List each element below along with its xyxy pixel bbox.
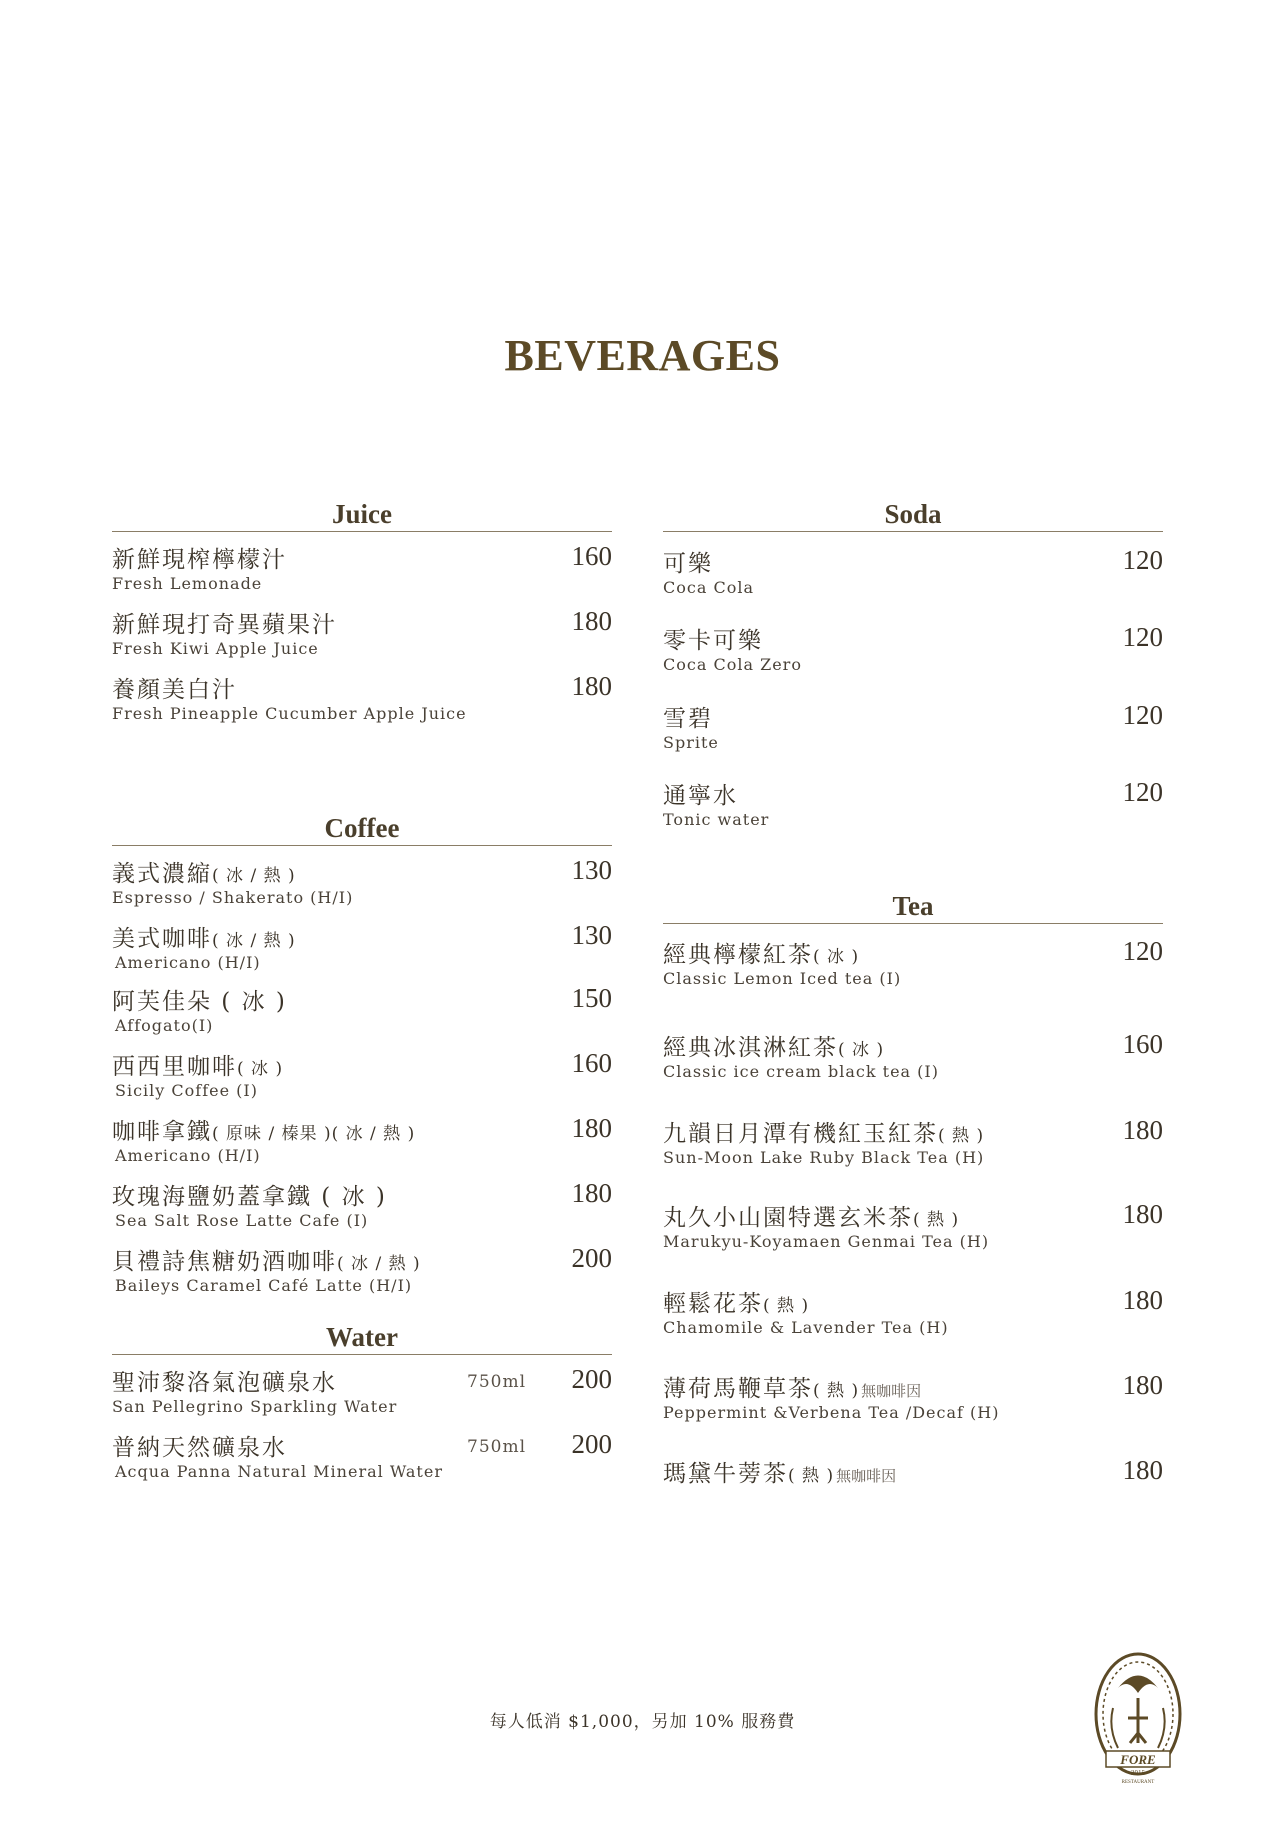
section-coffee bbox=[112, 811, 612, 1295]
menu-item bbox=[663, 545, 1163, 605]
menu-item bbox=[663, 1199, 1163, 1259]
footer-note: 每人低消 $1,000，另加 10% 服務費 bbox=[489, 1712, 796, 1732]
menu-item bbox=[663, 622, 1163, 682]
item-zh-note: ( 熱 ) bbox=[913, 1210, 960, 1230]
item-name-zh bbox=[663, 1029, 884, 1062]
menu-item bbox=[112, 1429, 612, 1489]
section-title-juice: Juice bbox=[112, 497, 612, 532]
item-name-en: Classic Lemon Iced tea (I) bbox=[663, 969, 902, 988]
item-price: 200 bbox=[571, 1243, 612, 1273]
item-price: 160 bbox=[1122, 1029, 1163, 1059]
item-zh-text: 丸久小山園特選玄米茶 bbox=[663, 1205, 913, 1231]
logo-emblem-icon bbox=[1088, 1648, 1188, 1788]
menu-item bbox=[663, 700, 1163, 760]
item-zh-note: ( 熱 ) bbox=[763, 1296, 810, 1316]
item-price: 180 bbox=[1122, 1115, 1163, 1145]
item-name-en: Americano (H/I) bbox=[115, 1146, 261, 1165]
item-name-en: Classic ice cream black tea (I) bbox=[663, 1062, 939, 1081]
item-name-en: Peppermint &Verbena Tea /Decaf (H) bbox=[663, 1403, 1000, 1422]
item-price: 130 bbox=[571, 920, 612, 950]
item-name-zh: 普納天然礦泉水 bbox=[112, 1435, 287, 1461]
item-volume: 750ml bbox=[467, 1372, 527, 1392]
menu-item bbox=[663, 936, 1163, 996]
item-zh-text: 貝禮詩焦糖奶酒咖啡 bbox=[112, 1249, 337, 1275]
item-price: 180 bbox=[571, 606, 612, 636]
item-name-zh: 通寧水 bbox=[663, 783, 738, 809]
item-zh-text: 咖啡拿鐵 bbox=[112, 1119, 212, 1145]
item-name-zh bbox=[663, 1455, 896, 1488]
menu-item bbox=[112, 1113, 612, 1173]
item-price: 180 bbox=[1122, 1285, 1163, 1315]
item-zh-note: ( 熱 ) bbox=[938, 1126, 985, 1146]
item-zh-text: 瑪黛牛蒡茶 bbox=[663, 1461, 788, 1487]
item-name-en: Americano (H/I) bbox=[115, 953, 261, 972]
menu-item bbox=[663, 777, 1163, 837]
menu-item bbox=[663, 1370, 1163, 1430]
section-soda bbox=[663, 497, 1163, 829]
item-name-zh: 可樂 bbox=[663, 551, 713, 577]
item-zh-text: 經典檸檬紅茶 bbox=[663, 942, 813, 968]
restaurant-logo bbox=[1088, 1648, 1188, 1788]
item-name-zh bbox=[112, 920, 296, 953]
item-zh-text: 義式濃縮 bbox=[112, 861, 212, 887]
section-water bbox=[112, 1320, 612, 1481]
menu-item bbox=[112, 541, 612, 601]
item-name-en: Coca Cola bbox=[663, 578, 754, 597]
item-price: 180 bbox=[1122, 1455, 1163, 1485]
menu-item bbox=[112, 983, 612, 1043]
item-name-en: Acqua Panna Natural Mineral Water bbox=[115, 1462, 443, 1481]
menu-item bbox=[663, 1115, 1163, 1175]
item-price: 200 bbox=[571, 1429, 612, 1459]
section-title-water: Water bbox=[112, 1320, 612, 1355]
item-name-en: Fresh Pineapple Cucumber Apple Juice bbox=[112, 704, 467, 723]
item-price: 180 bbox=[571, 1178, 612, 1208]
item-name-en: Sprite bbox=[663, 733, 719, 752]
item-zh-text: 薄荷馬鞭草茶 bbox=[663, 1376, 813, 1402]
menu-item bbox=[112, 1243, 612, 1303]
item-name-zh: 新鮮現打奇異蘋果汁 bbox=[112, 612, 337, 638]
item-name-zh: 養顏美白汁 bbox=[112, 677, 237, 703]
item-name-en: Sea Salt Rose Latte Cafe (I) bbox=[115, 1211, 369, 1230]
item-price: 120 bbox=[1122, 936, 1163, 966]
menu-item bbox=[112, 920, 612, 980]
item-name-en: Baileys Caramel Café Latte (H/I) bbox=[115, 1276, 413, 1295]
section-juice bbox=[112, 497, 612, 723]
item-name-en: Tonic water bbox=[663, 810, 770, 829]
item-zh-text: 西西里咖啡 bbox=[112, 1054, 237, 1080]
item-name-zh: 聖沛黎洛氣泡礦泉水 bbox=[112, 1370, 337, 1396]
item-name-en: Fresh Kiwi Apple Juice bbox=[112, 639, 319, 658]
item-zh-note: ( 熱 ) bbox=[813, 1381, 860, 1401]
item-price: 180 bbox=[1122, 1370, 1163, 1400]
item-name-en: Sicily Coffee (I) bbox=[115, 1081, 258, 1100]
item-price: 180 bbox=[1122, 1199, 1163, 1229]
item-name-en: Coca Cola Zero bbox=[663, 655, 802, 674]
menu-item bbox=[112, 1048, 612, 1108]
item-name-zh bbox=[112, 855, 296, 888]
section-tea bbox=[663, 889, 1163, 1487]
item-name-zh bbox=[663, 1285, 809, 1318]
item-price: 120 bbox=[1122, 622, 1163, 652]
item-name-en: Chamomile & Lavender Tea (H) bbox=[663, 1318, 949, 1337]
item-zh-note: ( 原味 / 榛果 )( 冰 / 熱 ) bbox=[212, 1124, 416, 1144]
item-price: 120 bbox=[1122, 700, 1163, 730]
section-title-soda: Soda bbox=[663, 497, 1163, 532]
menu-item bbox=[112, 1364, 612, 1424]
item-name-zh bbox=[663, 1115, 984, 1148]
item-name-en: Marukyu-Koyamaen Genmai Tea (H) bbox=[663, 1232, 990, 1251]
item-zh-note: ( 冰 ) bbox=[813, 947, 860, 967]
item-zh-note: ( 冰 / 熱 ) bbox=[212, 866, 296, 886]
menu-item bbox=[112, 671, 612, 731]
item-name-en: Sun-Moon Lake Ruby Black Tea (H) bbox=[663, 1148, 985, 1167]
item-zh-note: ( 冰 / 熱 ) bbox=[212, 931, 296, 951]
item-name-zh: 阿芙佳朵 ( 冰 ) bbox=[112, 989, 287, 1015]
item-name-zh bbox=[663, 1199, 959, 1232]
section-title-tea: Tea bbox=[663, 889, 1163, 924]
item-name-zh bbox=[112, 1243, 421, 1276]
item-name-zh: 雪碧 bbox=[663, 706, 713, 732]
item-zh-extra: 無咖啡因 bbox=[861, 1382, 922, 1400]
menu-item bbox=[112, 855, 612, 915]
item-price: 160 bbox=[571, 1048, 612, 1078]
item-price: 160 bbox=[571, 541, 612, 571]
menu-item bbox=[112, 606, 612, 666]
menu-item bbox=[112, 1178, 612, 1238]
item-zh-note: ( 熱 ) bbox=[788, 1466, 835, 1486]
item-price: 120 bbox=[1122, 545, 1163, 575]
item-name-zh bbox=[663, 1370, 921, 1403]
item-name-zh: 零卡可樂 bbox=[663, 628, 763, 654]
item-name-en: Affogato(I) bbox=[115, 1016, 214, 1035]
logo-year: 2015 bbox=[1131, 1769, 1145, 1777]
item-name-en: San Pellegrino Sparkling Water bbox=[112, 1397, 398, 1416]
item-price: 120 bbox=[1122, 777, 1163, 807]
section-title-coffee: Coffee bbox=[112, 811, 612, 846]
item-price: 200 bbox=[571, 1364, 612, 1394]
logo-text: FORE bbox=[1120, 1752, 1156, 1767]
menu-item bbox=[663, 1285, 1163, 1345]
item-zh-note: ( 冰 / 熱 ) bbox=[337, 1254, 421, 1274]
item-zh-note: ( 冰 ) bbox=[237, 1059, 284, 1079]
menu-item bbox=[663, 1029, 1163, 1089]
item-name-zh: 玫瑰海鹽奶蓋拿鐵 ( 冰 ) bbox=[112, 1184, 387, 1210]
item-zh-text: 經典冰淇淋紅茶 bbox=[663, 1035, 838, 1061]
item-name-en: Fresh Lemonade bbox=[112, 574, 263, 593]
page-title: BEVERAGES bbox=[504, 331, 781, 380]
item-price: 130 bbox=[571, 855, 612, 885]
item-zh-text: 九韻日月潭有機紅玉紅茶 bbox=[663, 1121, 938, 1147]
item-name-zh bbox=[112, 1048, 283, 1081]
item-price: 180 bbox=[571, 671, 612, 701]
item-price: 150 bbox=[571, 983, 612, 1013]
item-zh-note: ( 冰 ) bbox=[838, 1040, 885, 1060]
item-volume: 750ml bbox=[467, 1437, 527, 1457]
item-zh-text: 美式咖啡 bbox=[112, 926, 212, 952]
item-zh-extra: 無咖啡因 bbox=[836, 1467, 897, 1485]
item-zh-text: 輕鬆花茶 bbox=[663, 1291, 763, 1317]
item-name-zh: 新鮮現榨檸檬汁 bbox=[112, 547, 287, 573]
item-name-en: Espresso / Shakerato (H/I) bbox=[112, 888, 354, 907]
menu-item bbox=[663, 1455, 1163, 1515]
logo-sub: RESTAURANT bbox=[1121, 1780, 1155, 1785]
item-price: 180 bbox=[571, 1113, 612, 1143]
item-name-zh bbox=[112, 1113, 415, 1146]
item-name-zh bbox=[663, 936, 859, 969]
